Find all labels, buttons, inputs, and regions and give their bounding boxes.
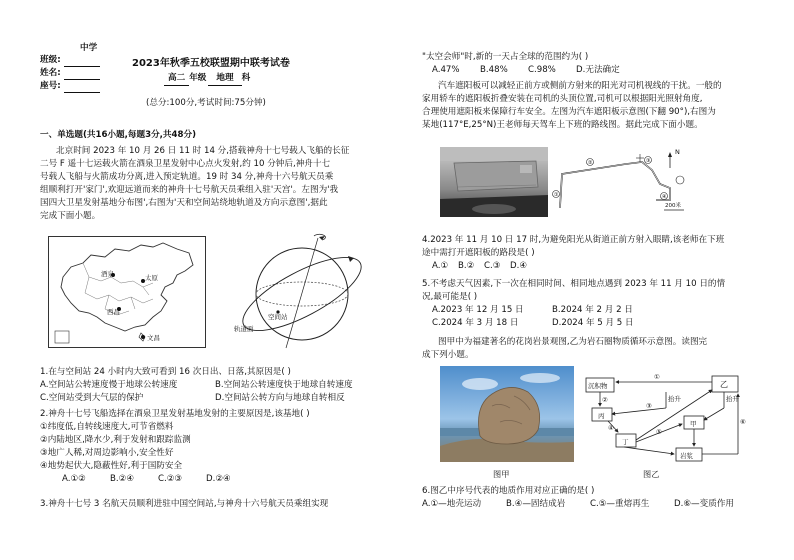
svg-text:②: ② [588, 160, 593, 166]
intro-line: 号载人飞船与火箭成功分离,进入预定轨道。19 时 34 分,神舟十六号航天员乘 [40, 172, 334, 182]
q5-option-c[interactable]: C.2024 年 3 月 18 日 [432, 318, 519, 328]
q4-option-a[interactable]: A.① [432, 261, 449, 271]
node-bing: 丙 [598, 412, 605, 420]
seat-label: 座号: [40, 81, 61, 91]
node-magma: 岩浆 [680, 452, 693, 460]
intro2-line: 家用轿车的遮阳板折叠安装在司机的头顶位置,司机可以根据阳光照射角度, [422, 94, 703, 104]
subject-suffix: 科 [241, 73, 251, 83]
node-yi: 乙 [720, 380, 728, 389]
q6-option-d[interactable]: D.⑥—变质作用 [674, 499, 735, 509]
node-jia: 甲 [690, 420, 697, 428]
q1-option-a[interactable]: A.空间站公转速度慢于地球公转速度 [40, 380, 178, 390]
arrow-label-1: ① [654, 373, 660, 381]
route-map [548, 150, 688, 218]
q2-item: ②内陆地区,降水少,利于发射和跟踪监测 [40, 435, 191, 445]
node-ding: 丁 [622, 438, 629, 446]
orbit-station-label: 空间站 [268, 313, 288, 321]
q6-option-c[interactable]: C.⑤—重熔再生 [590, 499, 650, 509]
q5-option-a[interactable]: A.2023 年 12 月 15 日 [432, 305, 524, 315]
intro-paragraph [40, 145, 392, 223]
orbit-plane-label: 轨道面 [234, 325, 254, 333]
rock-cycle-diagram [584, 368, 754, 468]
q2-option-c[interactable]: C.②③ [158, 474, 183, 484]
orbit-diagram [228, 228, 378, 350]
q2-option-a[interactable]: A.①② [62, 474, 86, 484]
q3-stem-cont: "太空会师"时,新的一天占全球的范围约为( ) [422, 52, 589, 62]
q5-option-b[interactable]: B.2024 年 2 月 2 日 [552, 305, 633, 315]
question-5 [422, 278, 774, 330]
arrow-label-6: ⑥ [740, 418, 746, 426]
intro2-line: 合理使用遮阳板来保障行车安全。左图为汽车遮阳板示意图(下翻 90°),右图为 [422, 107, 716, 117]
map-label-taiyuan: 太原 [145, 274, 158, 282]
arrow-label-5: ⑤ [656, 428, 662, 436]
q1-option-d[interactable]: D.空间站公转方向与地球自转相反 [215, 393, 345, 403]
q4-stem: 4.2023 年 11 月 10 日 17 时,为避免阳光从街道正前方射入眼睛,该老师在下班 [422, 235, 725, 245]
score-time: (总分:100分,考试时间:75分钟) [146, 98, 266, 108]
q3-options [432, 64, 656, 77]
q2-item: ③地广人稀,对周边影响小,安全性好 [40, 448, 174, 458]
school-suffix: 中学 [80, 43, 98, 53]
q2-stem: 2.神舟十七号飞船选择在酒泉卫星发射基地发射的主要原因是,该基地( ) [40, 409, 310, 419]
intro-line: 完成下面小题。 [40, 211, 101, 221]
section1-heading: 一、单选题(共16小题,每题3分,共48分) [40, 130, 197, 140]
q1-option-c[interactable]: C.空间站受到大气层的保护 [40, 393, 144, 403]
sun-visor-icon [440, 147, 548, 217]
grade-line [164, 72, 250, 86]
q4-option-d[interactable]: D.④ [510, 261, 528, 271]
china-launch-map [48, 236, 206, 348]
class-label: 班级: [40, 55, 61, 65]
map-label-xichang: 西昌 [107, 308, 120, 316]
intro-line: 北京时间 2023 年 10 月 26 日 11 时 14 分,搭载神舟十七号载人飞船的长征 [56, 146, 350, 156]
q2-option-d[interactable]: D.②④ [206, 474, 231, 484]
q3-stem: 3.神舟十七号 3 名航天员顺利进驻中国空间站,与神舟十六号航天员乘组实现 [40, 499, 329, 509]
intro-line: 国四大卫星发射基地分布图',右图为'天和空间站绕地轨道及方向示意图',据此 [40, 198, 328, 208]
seat-blank [64, 92, 100, 93]
q1-stem: 1.在与空间站 24 小时内大致可看到 16 次日出、日落,其原因是( ) [40, 367, 291, 377]
svg-text:③: ③ [646, 158, 651, 164]
scale-label: 200米 [665, 203, 681, 209]
q5-stem: 5.不考虑天气因素,下一次在相同时间、相同地点遇到 2023 年 11 月 10 日的情 [422, 279, 726, 289]
q3-option-c[interactable]: C.98% [528, 65, 556, 75]
rock-cycle-arrows-icon [584, 368, 754, 468]
svg-text:①: ① [554, 192, 559, 198]
intro2-paragraph [422, 80, 772, 132]
sun-visor-photo [440, 147, 548, 217]
svg-text:④: ④ [662, 194, 667, 200]
granite-photo [440, 366, 574, 462]
north-label: N [675, 148, 680, 156]
q6-option-b[interactable]: B.④—固结成岩 [506, 499, 566, 509]
map-label-wenchang: 文昌 [147, 334, 160, 342]
arrow-label-uplift-1: 抬升 [668, 395, 681, 403]
arrow-label-4: ④ [608, 424, 614, 432]
q3-option-b[interactable]: B.48% [480, 65, 508, 75]
q4-stem-cont: 途中需打开遮阳板的路段是( ) [422, 248, 535, 258]
page-title: 2023年秋季五校联盟期中联考试卷 [132, 58, 290, 69]
china-outline-icon [49, 237, 205, 347]
q3-option-a[interactable]: A.47% [432, 65, 460, 75]
grade: 高二 [164, 72, 189, 86]
question-6 [422, 485, 774, 511]
question-1 [40, 366, 394, 405]
subject: 地理 [208, 72, 241, 86]
intro3-line: 成下列小题。 [422, 350, 474, 360]
grade-suffix: 年级 [189, 73, 207, 83]
class-blank [64, 66, 100, 67]
q3-option-d[interactable]: D.无法确定 [576, 65, 620, 75]
intro-line: 二号 F 遥十七运载火箭在酒泉卫星发射中心点火发射,约 10 分钟后,神舟十七 [40, 159, 331, 169]
intro3-line: 图甲中为福建著名的花岗岩景观图,乙为岩石圈物质循环示意图。读图完 [438, 337, 708, 347]
q6-stem: 6.图乙中序号代表的地质作用对应正确的是( ) [422, 486, 595, 496]
intro3-paragraph [422, 336, 774, 362]
granite-boulder-icon [440, 366, 574, 462]
q2-option-b[interactable]: B.②④ [110, 474, 135, 484]
q2-item: ①纬度低,自转线速度大,可节省燃料 [40, 422, 174, 432]
intro2-line: 汽车遮阳板可以减轻正前方或侧前方射来的阳光对司机视线的干扰。一般的 [438, 81, 722, 91]
arrow-label-3: ③ [646, 402, 652, 410]
question-2 [40, 408, 394, 486]
fig-b-caption: 图乙 [643, 469, 660, 479]
node-sediment: 沉积物 [588, 382, 608, 390]
fig-a-caption: 图甲 [493, 469, 510, 479]
q5-stem-cont: 况,最可能是( ) [422, 292, 478, 302]
intro-line: 组顺利打开'家门',欢迎远道而来的神舟十七号航天员乘组入驻'天宫'。左图为'我 [40, 185, 339, 195]
name-blank [64, 79, 100, 80]
question-4 [422, 234, 774, 273]
arrow-label-2: ② [602, 396, 608, 404]
q4-option-c[interactable]: C.③ [484, 261, 501, 271]
q6-option-a[interactable]: A.①—地壳运动 [422, 499, 482, 509]
arrow-label-uplift-2: 抬升 [726, 395, 739, 403]
q5-option-d[interactable]: D.2024 年 5 月 5 日 [552, 318, 634, 328]
q4-option-b[interactable]: B.② [458, 261, 475, 271]
intro2-line: 某地(117°E,25°N)王老师每天驾车上下班的路线图。据此完成下面小题。 [422, 120, 703, 130]
name-label: 姓名: [40, 68, 61, 78]
q2-item: ④地势起伏大,隐蔽性好,利于国防安全 [40, 461, 183, 471]
q1-option-b[interactable]: B.空间站公转速度快于地球自转速度 [215, 380, 353, 390]
map-label-jiuquan: 酒泉 [101, 270, 114, 278]
